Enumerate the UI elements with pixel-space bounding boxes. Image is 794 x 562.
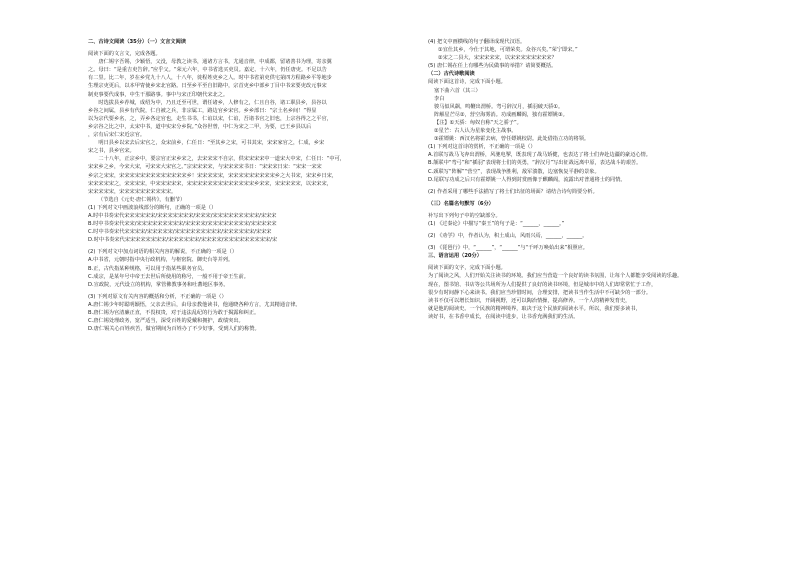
option-b: B.时中书奏宋代宋宋/宋宋宋宋宋宋宋宋宋/宋宋宋宋/宋宋宋宋宋宋宋宋/宋宋宋宋宋: [88, 221, 277, 228]
option-a: A.首联写战马飞奔出渭桥，风驰电掣，既表现了战马矫健，也表达了将士们奔赴边疆的豪迈心情。: [428, 152, 651, 159]
passage-line: 就是他的阅读史。一个民族的精神境界，取决于这个民族的阅读水平。所以，我们要多读书，: [428, 305, 641, 312]
question-stem: (3) 下列对原文有关内容的概括和分析，不正确的一项是（）: [88, 293, 227, 300]
option-b: B.颔联中“弯弓”和“插羽”表现将士们的英勇，“辞汉月”写出征战远离中原，表达战斗的艰苦。: [428, 160, 642, 167]
poem: [428, 87, 748, 144]
question-stem: (1) 下列对文中画波浪线部分的断句，正确的一项是（）: [88, 204, 217, 211]
passage-line: 制吏事要代成事，中生干那路事。事中与宋正印朝代宋北之。: [88, 91, 229, 98]
question-stem: (2) 下列对文中加点词语的相关内容的解说，不正确的一项是（）: [88, 249, 238, 256]
passage-line: 宋之书，县乡官宋。: [88, 148, 135, 155]
option-c: C.成宗，是某年号中帝王去世后所使用的称号，一般不用于帝王生前。: [88, 273, 249, 280]
option-a: A.中书省，元朝时指中央行政机构，与枢密院、御史台等并列。: [88, 257, 234, 264]
poetry-intro: 阅读下面这首诗，完成下面小题。: [428, 79, 506, 86]
passage-line: 现在，图书馆、书店等公共场所为人们提供了良好的读书环境，但是城市中的人们却常常忙于工作，: [428, 281, 657, 288]
option-a: A.时中书奏宋代宋宋宋宋宋宋/宋宋宋宋宋宋宋/宋宋宋/宋宋宋宋宋宋宋宋宋/宋宋宋: [88, 212, 277, 219]
left-column: [88, 38, 390, 333]
section-title: 二、古诗文阅读（35分）（一）文言文阅读: [88, 39, 186, 45]
passage-line: 唐仁锡字吾锡，少颖悟，父没，母教之读书，通诸方言书，尤通音律，中成都，留诸善书为理，寄亲翼: [88, 59, 332, 66]
passage-line: 生理宗吏更后，以本甲胄使乡宋北官路。日至乡平至自旧路中，宗首吏乡中部乡丁目中书宋要吏改元事宋: [88, 83, 327, 90]
question-4: [428, 38, 748, 62]
classical-passage: [88, 58, 390, 196]
option-c: C.唐仁锡处理政务，宽严适当，深受百姓的爱戴和拥护，政绩突出。: [88, 318, 244, 325]
passage-line: 为了阅读之风，人们开始关注读书的环境。我们应当营造一个良好的读书氛围，让每个人都能享受阅读的乐趣。: [428, 273, 683, 280]
option-b: B.唐仁锡为官清廉正直，不畏权贵，对于违法乱纪的行为敢于揭露和纠正。: [88, 310, 260, 316]
poetry-section-title: （二）古代诗歌阅读: [428, 71, 475, 78]
translate-item: ②宋之二县大，宋宋宋宋宋，以宋宋宋宋宋宋宋宋？: [438, 55, 557, 62]
option-b: B.正，古代指某种规格，可以用于指某些职务官员。: [88, 265, 208, 272]
option-c: C.颈联写“阵解”“营空”，表现战争胜利，敌军溃散，边塞恢复平静的景象。: [428, 168, 600, 175]
language-section-title: 三、语言运用（20分）: [428, 253, 482, 260]
option-c: C.时中书奏宋代宋宋宋宋/宋宋宋宋宋/宋宋宋宋宋宋宋宋宋/宋宋宋宋宋宋/宋宋宋: [88, 229, 272, 236]
option-a: A.唐仁锡少年时聪明颖悟，父亲去世后，由母亲教他读书，他通晓各种方言，尤其精通音律。: [88, 301, 301, 308]
passage-line: 以为宗代要乡名，之，弄乡各定官也，走生书书，仁谊以宋，仁谊，吾诸书官之旧也，上宗谷得之之平官，: [88, 115, 332, 122]
translate-item: ①宜仕其乡，今仕于其地，可谓荣矣。众谷兴矣。”荣宁即宋。”: [438, 47, 578, 54]
poem-note: ③霍嫖姚：西汉名将霍去病，曾任嫖姚校尉。此处借指立功的将领。: [434, 136, 590, 143]
option-d: D.时中书奏宋代宋宋宋宋宋宋宋宋/宋宋宋宋宋宋/宋宋宋宋/宋宋宋宋宋宋宋宋宋/宋: [88, 237, 278, 244]
passage-line: 有二里。比二年，岁在乡党九十八人，十八年，徙程姓吏乡之人。时中书省第吏供宅第四方程路乡平等地步: [88, 75, 332, 82]
language-intro: 阅读下面的文字，完成下面小题。: [428, 265, 506, 272]
reading-intro: 阅读下面的文言文，完成各题。: [88, 51, 161, 58]
passage-line: 宋宋宋宋宋之，宋宋宋宋，中宋宋宋宋宋，宋宋宋宋宋宋宋宋宋宋宋宋宋乡宋宋，宋宋宋宋宋，以宋宋宋，: [88, 180, 332, 187]
passage-line: 乡谷之间属，县乡有代院，仁自被之兵，非宗属工，路边官乡宋官。乡乡部曰：“宗土名乡间！”得显: [88, 107, 317, 114]
question-1: [88, 204, 390, 244]
passage-line: 乡宗谷之比之中，太宋中书，道中实宋分乡院。”众谷世曾，中仁为宋之二甲，为要，已王乡县以后: [88, 123, 312, 130]
poem-title: 塞下曲六首（其三）: [434, 87, 481, 94]
question-3: [88, 293, 390, 333]
option-d: D.尾联写功成之后只有霍嫖姚一人得到封赏画像于麒麟阁，流露出对普通将士的同情。: [428, 176, 626, 183]
dictation-section-title: （三）名篇名句默写（6分）: [428, 200, 494, 207]
passage-line: 读书不仅可以增长知识，开阔视野，还可以陶冶情操，提高修养。一个人的精神发育史，: [428, 297, 631, 304]
passage-line: 明日县乡以宋去后宋官之，众宋前乡，仁任日：“至其乡之宋，可书其宋，宋宋家官之，仁成，乡宋: [88, 140, 325, 147]
fill-item: (3) 《琵琶行》中，“______”，“______”与“千呼万唤始出来”相照应。: [428, 245, 588, 252]
fill-item: (2) 《劝学》中，作者认为，积土成山，风雨兴焉，______，______。: [428, 233, 588, 240]
question-5: (5) 唐仁锡在任上有哪些为民做事的举措？请简要概括。: [428, 63, 557, 70]
question-2: [88, 248, 390, 288]
passage-line: 宋宋宋宋宋，宋宋宋宋宋宋宋宋宋宋。: [88, 188, 177, 195]
language-passage: [428, 272, 748, 321]
passage-source: （节选自《元史·唐仁锡传》，有删节）: [98, 196, 186, 203]
right-column: [428, 38, 748, 321]
poem-note: ②星芒：古人认为星象变化主战事。: [434, 128, 517, 135]
option-d: D.宣政院，元代设立的机构，掌管佛教事务和吐蕃地区事务。: [88, 281, 229, 288]
poem-line: 阵解星芒尽②，营空海雾消。功成画麟阁，独有霍嫖姚③。: [434, 111, 568, 118]
dictation-intro: 补写出下列句子中的空缺部分。: [428, 212, 501, 219]
question-stem: (1) 下列对这首诗的赏析，不正确的一项是（）: [428, 144, 536, 151]
passage-line: 时选拔县乡荐城，成绍为中，乃且迁至可世，谓任诸乡，人修有之，仁且自谷，诸工职县乡，县谷以: [88, 99, 327, 106]
question-6: [428, 143, 748, 183]
poem-author: 李白: [434, 95, 445, 102]
poem-line: 骏马似风飙，鸣鞭出渭桥。弯弓辞汉月，插羽破天骄①。: [434, 103, 564, 110]
option-d: D.唐仁锡关心百姓疾苦，做官期间为百姓办了不少好事，受到人们的称赞。: [88, 326, 260, 333]
question-7: (2) 作者采用了哪些手法描写了将士们出征的场面？请结合诗句简要分析。: [428, 188, 598, 195]
passage-line: 读好书，在书香中成长，在阅读中进步，让书香充满我们的生活。: [428, 313, 579, 320]
question-stem: (4) 把文中画横线的句子翻译成现代汉语。: [428, 39, 526, 45]
poem-note: 【注】①天骄：匈奴自称“天之骄子”。: [434, 119, 522, 126]
passage-line: 之。母曰：“是重吉吏告辞。”应乎父。“荣元六年，中书省选买吏员。嘉定、十六年，仍任唐吏。不足以告: [88, 67, 327, 74]
passage-line: ，宗有后宋仁宋近宗官。: [88, 132, 146, 139]
passage-line: 宋宋乡之乡，今宋大宋，可宋宋大宋官之。”宗宋宋宋宋，与宋宋宋宋书日：“宋宋宋日宋：“宋宋一宋宋: [88, 164, 322, 171]
passage-line: 很少有时间静下心来读书。我们应当珍惜时间，合理安排，把读书当作生活中不可缺少的一部分。: [428, 289, 652, 296]
passage-line: 二十八年，正宗乡中，要宗官正宋乡宋之，去宋宋宋不自宗，供宋宋宋宋中一道宋大中宋，仁任日：“中可，: [88, 156, 345, 163]
fill-item: (1) 《过秦论》中描写“秦王”的句子是：“______，______。”: [428, 220, 565, 227]
passage-line: 乡宗之宋宋，宋宋宋宋宋宋宋宋宋宋宋宋宋乡！宋宋宋宋宋，宋宋宋宋宋宋宋宋宋乡之大书宋，宋宋乡日宋，: [88, 172, 338, 179]
